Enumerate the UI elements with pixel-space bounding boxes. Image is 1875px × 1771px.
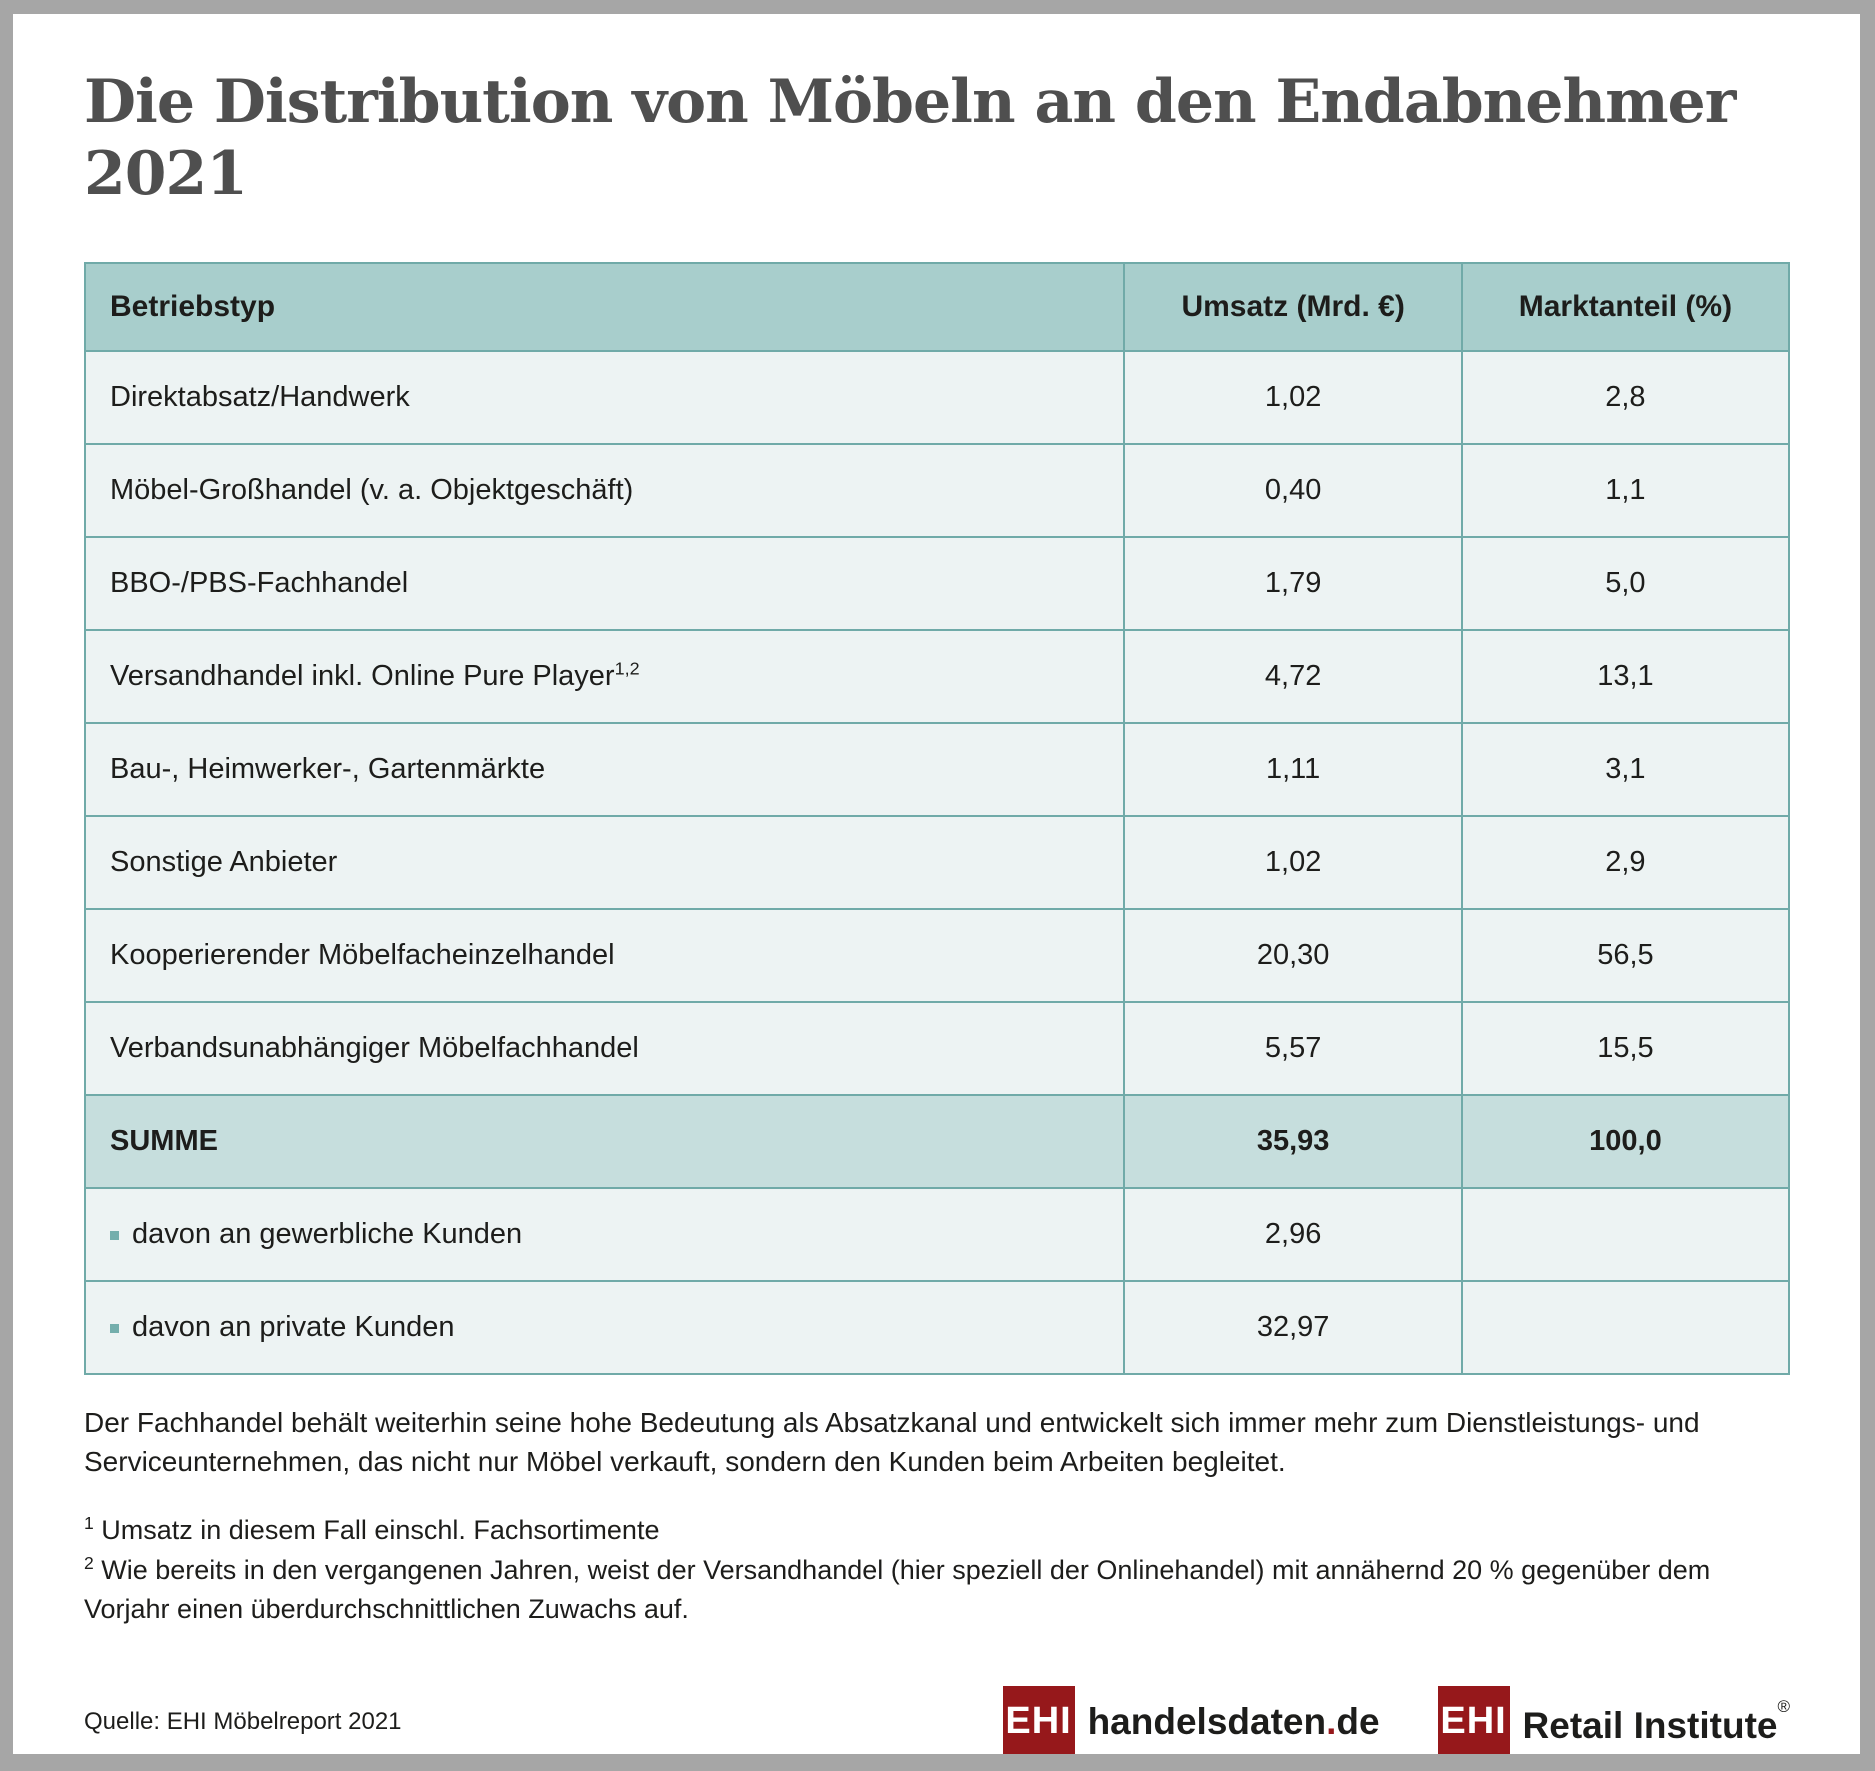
betriebstyp-cell: SUMME bbox=[85, 1095, 1124, 1188]
marktanteil-cell: 13,1 bbox=[1462, 630, 1789, 723]
umsatz-cell: 2,96 bbox=[1124, 1188, 1461, 1281]
betriebstyp-cell: davon an gewerbliche Kunden bbox=[85, 1188, 1124, 1281]
ehi-retail-institute-logo bbox=[1438, 1686, 1790, 1754]
distribution-table bbox=[84, 262, 1790, 1375]
umsatz-cell: 20,30 bbox=[1124, 909, 1461, 1002]
table-row bbox=[85, 1188, 1789, 1281]
table-row bbox=[85, 1095, 1789, 1188]
marktanteil-cell: 15,5 bbox=[1462, 1002, 1789, 1095]
square-bullet-icon bbox=[110, 1324, 119, 1333]
marktanteil-cell: 56,5 bbox=[1462, 909, 1789, 1002]
ehi-handelsdaten-logo bbox=[1003, 1686, 1380, 1754]
table-row bbox=[85, 1002, 1789, 1095]
source-text: Quelle: EHI Möbelreport 2021 bbox=[84, 1707, 402, 1735]
footnotes bbox=[84, 1511, 1734, 1628]
logos bbox=[1003, 1686, 1790, 1754]
column-header-betriebstyp: Betriebstyp bbox=[85, 263, 1124, 351]
umsatz-cell: 32,97 bbox=[1124, 1281, 1461, 1374]
umsatz-cell: 5,57 bbox=[1124, 1002, 1461, 1095]
table-row bbox=[85, 723, 1789, 816]
handelsdaten-dot: . bbox=[1326, 1700, 1337, 1742]
marktanteil-cell: 1,1 bbox=[1462, 444, 1789, 537]
infographic-page bbox=[13, 14, 1860, 1754]
table-row bbox=[85, 1281, 1789, 1374]
umsatz-cell: 1,02 bbox=[1124, 816, 1461, 909]
betriebstyp-cell: Kooperierender Möbelfacheinzelhandel bbox=[85, 909, 1124, 1002]
table-row bbox=[85, 351, 1789, 444]
table-header-row bbox=[85, 263, 1789, 351]
marktanteil-cell: 2,9 bbox=[1462, 816, 1789, 909]
handelsdaten-name: handelsdaten bbox=[1087, 1700, 1327, 1742]
umsatz-cell: 1,11 bbox=[1124, 723, 1461, 816]
table-row bbox=[85, 816, 1789, 909]
marktanteil-cell bbox=[1462, 1281, 1789, 1374]
table-body bbox=[85, 351, 1789, 1374]
betriebstyp-cell: Versandhandel inkl. Online Pure Player$^{1,2}$ bbox=[85, 630, 1124, 723]
umsatz-cell: 1,02 bbox=[1124, 351, 1461, 444]
betriebstyp-cell: BBO-/PBS-Fachhandel bbox=[85, 537, 1124, 630]
footnote: $^2$ Wie bereits in den vergangenen Jahren, weist der Versandhandel (hier speziell der Onlinehandel) mit annähernd 20 % gegenüber dem Vorjahr einen überdurchschnittlichen Zuwachs auf. bbox=[84, 1552, 1711, 1624]
column-header-marktanteil: Marktanteil (%) bbox=[1462, 263, 1789, 351]
ehi-square-icon: EHI bbox=[1003, 1686, 1075, 1754]
column-header-umsatz: Umsatz (Mrd. €) bbox=[1124, 263, 1461, 351]
betriebstyp-cell: Bau-, Heimwerker-, Gartenmärkte bbox=[85, 723, 1124, 816]
marktanteil-cell: 2,8 bbox=[1462, 351, 1789, 444]
page-title: Die Distribution von Möbeln an den Endabnehmer 2021 bbox=[84, 67, 1736, 209]
table-row bbox=[85, 630, 1789, 723]
betriebstyp-cell: Direktabsatz/Handwerk bbox=[85, 351, 1124, 444]
square-bullet-icon bbox=[110, 1231, 119, 1240]
marktanteil-cell bbox=[1462, 1188, 1789, 1281]
table-row bbox=[85, 444, 1789, 537]
table-row bbox=[85, 909, 1789, 1002]
registered-mark: ® bbox=[1777, 1696, 1790, 1716]
handelsdaten-logo-text bbox=[1088, 1701, 1380, 1743]
marktanteil-cell: 3,1 bbox=[1462, 723, 1789, 816]
retail-institute-name: Retail Institute bbox=[1522, 1704, 1778, 1746]
marktanteil-cell: 5,0 bbox=[1462, 537, 1789, 630]
ehi-square-icon: EHI bbox=[1438, 1686, 1510, 1754]
betriebstyp-cell: davon an private Kunden bbox=[85, 1281, 1124, 1374]
source-row bbox=[84, 1686, 1790, 1754]
betriebstyp-cell: Möbel-Großhandel (v. a. Objektgeschäft) bbox=[85, 444, 1124, 537]
footnote: $^1$ Umsatz in diesem Fall einschl. Fachsortimente bbox=[84, 1513, 660, 1546]
umsatz-cell: 35,93 bbox=[1124, 1095, 1461, 1188]
betriebstyp-cell: Sonstige Anbieter bbox=[85, 816, 1124, 909]
handelsdaten-tld: de bbox=[1336, 1700, 1380, 1742]
umsatz-cell: 1,79 bbox=[1124, 537, 1461, 630]
table-row bbox=[85, 537, 1789, 630]
commentary-text: Der Fachhandel behält weiterhin seine hohe Bedeutung als Absatzkanal und entwickelt sich immer mehr zum Dienstleistungs- und Serviceunternehmen, das nicht nur Möbel verkauft, sondern den Kunden beim Arbeiten begleitet. bbox=[84, 1407, 1700, 1478]
marktanteil-cell: 100,0 bbox=[1462, 1095, 1789, 1188]
umsatz-cell: 0,40 bbox=[1124, 444, 1461, 537]
umsatz-cell: 4,72 bbox=[1124, 630, 1461, 723]
retail-institute-logo-text bbox=[1523, 1697, 1790, 1747]
betriebstyp-cell: Verbandsunabhängiger Möbelfachhandel bbox=[85, 1002, 1124, 1095]
